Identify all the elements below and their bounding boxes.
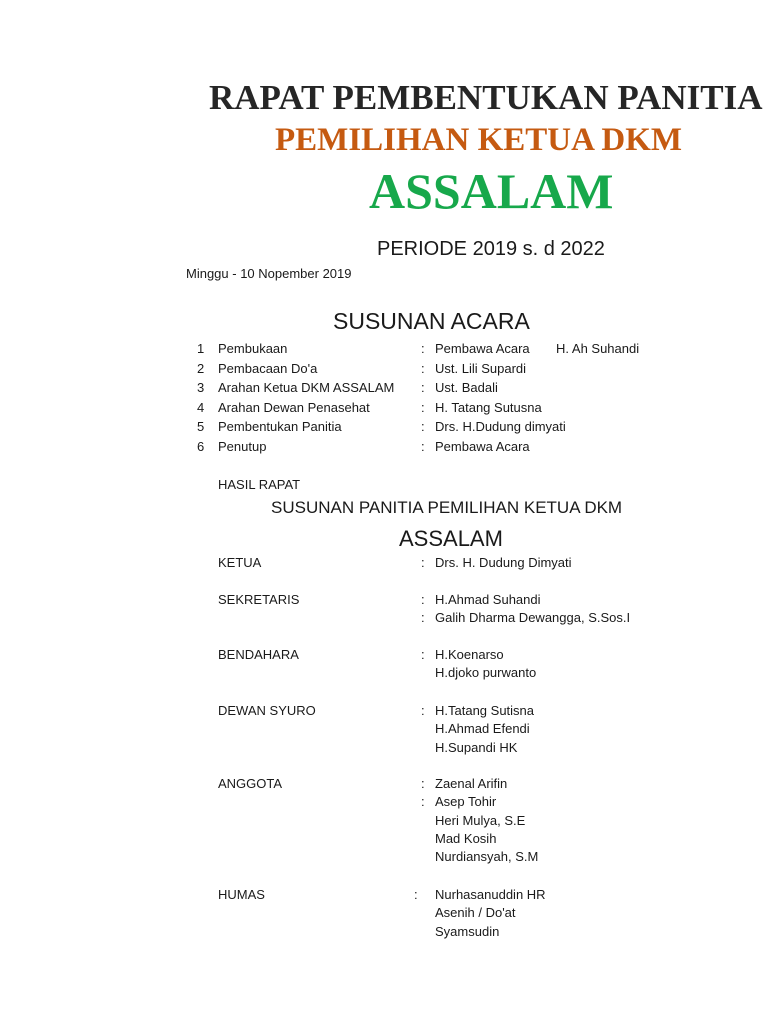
title-block: [0, 60, 763, 230]
agenda-separator: :: [421, 341, 425, 356]
committee-member: Heri Mulya, S.E: [435, 813, 526, 828]
committee-member: H.djoko purwanto: [435, 665, 537, 680]
agenda-value: Ust. Badali: [435, 380, 498, 395]
title-line-3: ASSALAM: [369, 163, 614, 219]
committee-member: H.Koenarso: [435, 647, 504, 662]
agenda-label: Arahan Dewan Penasehat: [218, 400, 370, 415]
agenda-label: Pembacaan Do'a: [218, 361, 318, 376]
agenda-separator: :: [421, 439, 425, 454]
committee-separator: :: [421, 610, 425, 625]
agenda-value: H. Tatang Sutusna: [435, 400, 542, 415]
committee-member: Syamsudin: [435, 924, 500, 939]
agenda-separator: :: [421, 380, 425, 395]
agenda-number: 2: [197, 361, 205, 376]
committee-separator: :: [421, 776, 425, 791]
agenda-extra: H. Ah Suhandi: [556, 341, 640, 356]
committee-title: SUSUNAN PANITIA PEMILIHAN KETUA DKM: [271, 498, 623, 517]
committee-member: Nurhasanuddin HR: [435, 887, 546, 902]
committee-role: SEKRETARIS: [218, 592, 300, 607]
agenda-separator: :: [421, 400, 425, 415]
committee-role: HUMAS: [218, 887, 265, 902]
committee-role: BENDAHARA: [218, 647, 299, 662]
committee-member: Mad Kosih: [435, 831, 497, 846]
committee-member: H.Tatang Sutisna: [435, 703, 535, 718]
committee-separator: :: [421, 592, 425, 607]
agenda-title: SUSUNAN ACARA: [333, 308, 530, 334]
title-line-1: RAPAT PEMBENTUKAN PANITIA: [209, 78, 763, 117]
committee-member: H.Ahmad Suhandi: [435, 592, 541, 607]
committee-member: Galih Dharma Dewangga, S.Sos.I: [435, 610, 631, 625]
agenda-number: 4: [197, 400, 205, 415]
committee-member: H.Supandi HK: [435, 740, 518, 755]
committee-separator: :: [421, 703, 425, 718]
committee-separator: :: [421, 794, 425, 809]
agenda-label: Arahan Ketua DKM ASSALAM: [218, 380, 395, 395]
committee-role: KETUA: [218, 555, 262, 570]
committee-member: Drs. H. Dudung Dimyati: [435, 555, 572, 570]
agenda-label: Pembukaan: [218, 341, 288, 356]
agenda-value: Ust. Lili Supardi: [435, 361, 527, 376]
meeting-date: Minggu - 10 Nopember 2019: [186, 266, 352, 281]
committee-member: Zaenal Arifin: [435, 776, 508, 791]
title-line-2: PEMILIHAN KETUA DKM: [275, 122, 683, 158]
committee-role: DEWAN SYURO: [218, 703, 316, 718]
agenda-label: Pembentukan Panitia: [218, 419, 342, 434]
agenda-label: Penutup: [218, 439, 267, 454]
committee-separator: :: [414, 887, 418, 902]
committee-member: Nurdiansyah, S.M: [435, 849, 539, 864]
periode-text: PERIODE 2019 s. d 2022: [377, 238, 605, 260]
committee-member: Asep Tohir: [435, 794, 497, 809]
committee-role: ANGGOTA: [218, 776, 283, 791]
committee-separator: :: [421, 555, 425, 570]
agenda-value: Drs. H.Dudung dimyati: [435, 419, 566, 434]
committee-member: H.Ahmad Efendi: [435, 721, 530, 736]
agenda-value: Pembawa Acara: [435, 341, 530, 356]
agenda-value: Pembawa Acara: [435, 439, 530, 454]
hasil-rapat-label: HASIL RAPAT: [218, 477, 301, 492]
agenda-separator: :: [421, 361, 425, 376]
committee-member: Asenih / Do'at: [435, 905, 516, 920]
committee-subtitle: ASSALAM: [399, 526, 503, 551]
agenda-number: 6: [197, 439, 205, 454]
agenda-number: 3: [197, 380, 205, 395]
committee-separator: :: [421, 647, 425, 662]
agenda-number: 5: [197, 419, 205, 434]
agenda-number: 1: [197, 341, 205, 356]
agenda-separator: :: [421, 419, 425, 434]
